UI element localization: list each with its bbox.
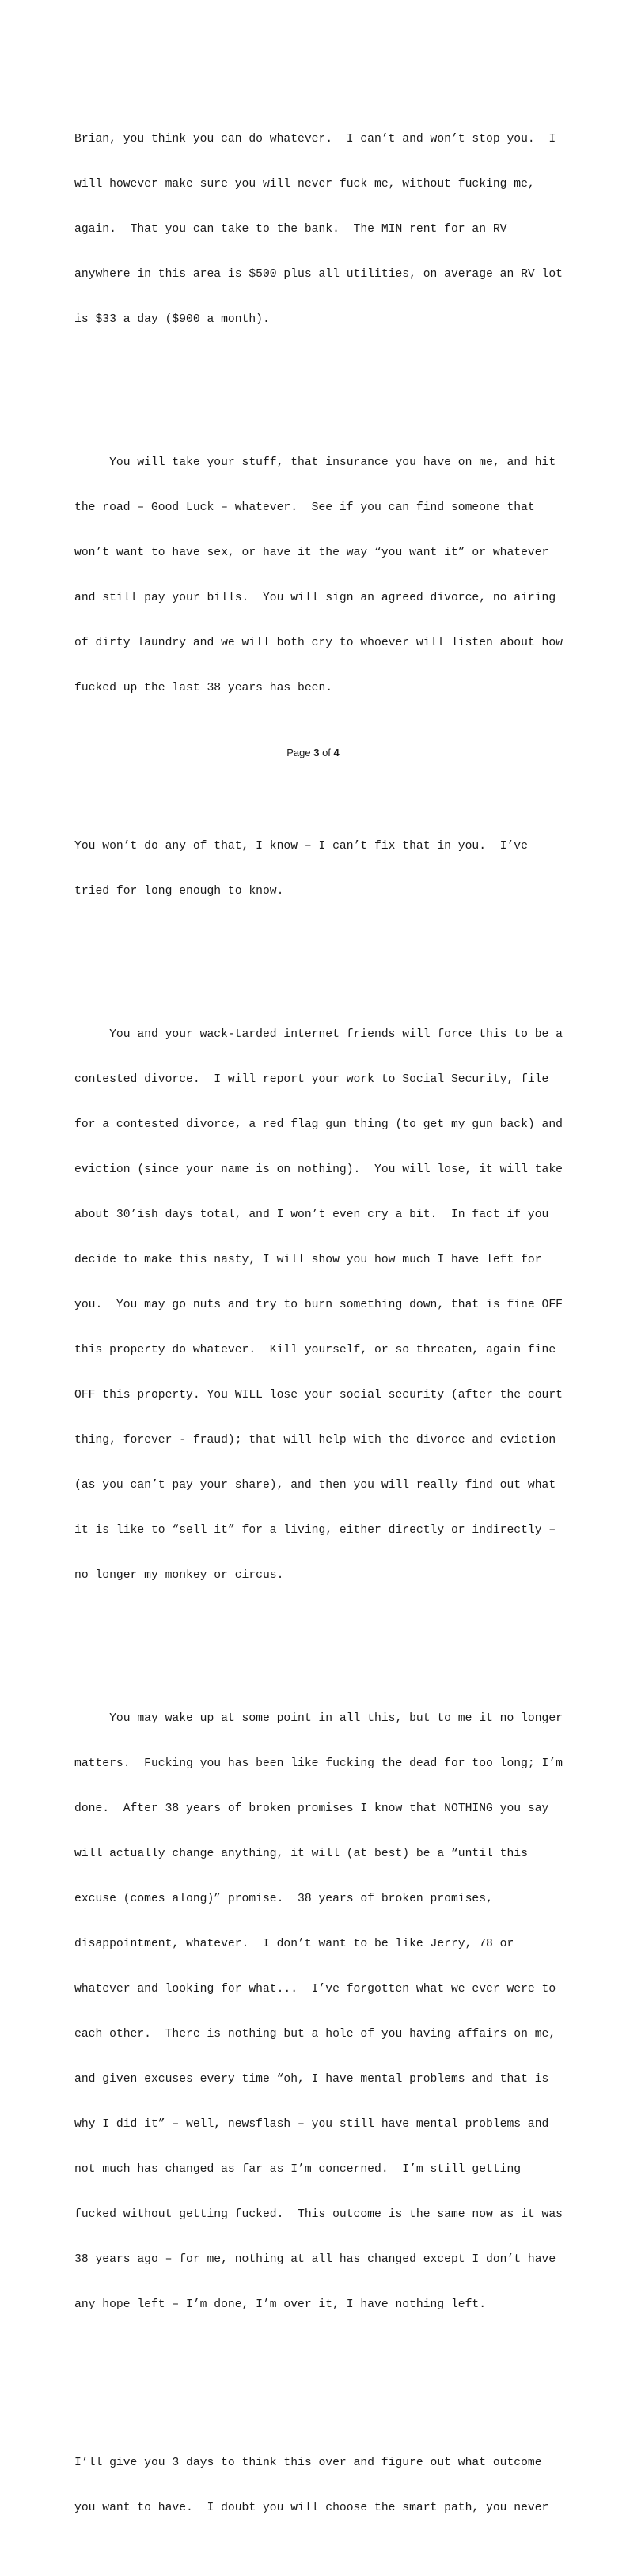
paragraph-2 <box>74 426 561 726</box>
text-line: You may wake up at some point in all this, but to me it no longer <box>74 1712 563 1725</box>
text-line: disappointment, whatever. I don’t want to be like Jerry, 78 or <box>74 1938 514 1950</box>
text-line: eviction (since your name is on nothing). You will lose, it will take <box>74 1163 563 1176</box>
text-line: You won’t do any of that, I know – I can’t fix that in you. I’ve <box>74 840 528 853</box>
text-line: done. After 38 years of broken promises I know that NOTHING you say <box>74 1802 549 1815</box>
paragraph-5 <box>74 1681 561 2343</box>
text-line: not much has changed as far as I’m concerned. I’m still getting <box>74 2163 522 2176</box>
text-line: You and your wack-tarded internet friends will force this to be a <box>74 1028 563 1041</box>
text-line: thing, forever - fraud); that will help with the divorce and eviction <box>74 1434 556 1447</box>
text-line: You will take your stuff, that insurance you have on me, and hit <box>74 456 556 469</box>
paragraph-1 <box>74 102 561 357</box>
text-line: decide to make this nasty, I will show you how much I have left for <box>74 1254 542 1266</box>
total-pages-number: 4 <box>333 747 340 758</box>
text-line: excuse (comes along)” promise. 38 years of broken promises, <box>74 1893 493 1905</box>
text-line: and given excuses every time “oh, I have mental problems and that is <box>74 2073 549 2086</box>
text-line: you. You may go nuts and try to burn something down, that is fine OFF <box>74 1299 563 1311</box>
text-line: the road – Good Luck – whatever. See if you can find someone that <box>74 501 535 514</box>
text-line: and still pay your bills. You will sign an agreed divorce, no airing <box>74 592 556 604</box>
text-line: tried for long enough to know. <box>74 885 284 898</box>
text-line: fucked without getting fucked. This outcome is the same now as it was <box>74 2208 563 2221</box>
paragraph-spacer <box>74 756 561 779</box>
text-line: each other. There is nothing but a hole of you having affairs on me, <box>74 2028 556 2041</box>
text-line: 38 years ago – for me, nothing at all has changed except I don’t have <box>74 2253 556 2266</box>
paragraph-3 <box>74 809 561 929</box>
text-line: any hope left – I’m done, I’m over it, I have nothing left. <box>74 2298 487 2311</box>
text-line: about 30’ish days total, and I won’t even cry a bit. In fact if you <box>74 1209 549 1221</box>
body-text <box>74 72 561 2576</box>
page-number-footer <box>0 747 626 758</box>
text-line: why I did it” – well, newsflash – you still have mental problems and <box>74 2118 549 2131</box>
text-line: it is like to “sell it” for a living, either directly or indirectly – <box>74 1524 556 1537</box>
text-line: (as you can’t pay your share), and then you will really find out what <box>74 1479 556 1492</box>
text-line: OFF this property. You WILL lose your social security (after the court <box>74 1389 563 1401</box>
text-line: this property do whatever. Kill yourself, or so threaten, again fine <box>74 1344 556 1356</box>
paragraph-spacer <box>74 388 561 395</box>
paragraph-spacer <box>74 1644 561 1651</box>
text-line: will actually change anything, it will (at best) be a “until this <box>74 1848 528 1860</box>
text-line: I’ll give you 3 days to think this over and figure out what outcome <box>74 2457 542 2469</box>
of-word: of <box>322 747 331 758</box>
page-word: Page <box>286 747 311 758</box>
text-line: anywhere in this area is $500 plus all utilities, on average an RV lot <box>74 268 563 281</box>
text-line: is $33 a day ($900 a month). <box>74 313 270 326</box>
text-line: contested divorce. I will report your work to Social Security, file <box>74 1073 549 1086</box>
text-line: fucked up the last 38 years has been. <box>74 682 333 694</box>
paragraph-6 <box>74 2426 561 2546</box>
paragraph-spacer <box>74 959 561 967</box>
text-line: will however make sure you will never fuck me, without fucking me, <box>74 178 535 191</box>
text-line: of dirty laundry and we will both cry to whoever will listen about how <box>74 637 563 649</box>
current-page-number: 3 <box>313 747 320 758</box>
text-line: again. That you can take to the bank. The MIN rent for an RV <box>74 223 507 236</box>
text-line: matters. Fucking you has been like fucking the dead for too long; I’m <box>74 1757 563 1770</box>
text-line: won’t want to have sex, or have it the way “you want it” or whatever <box>74 547 549 559</box>
text-line: Brian, you think you can do whatever. I can’t and won’t stop you. I <box>74 133 556 146</box>
text-line: for a contested divorce, a red flag gun thing (to get my gun back) and <box>74 1118 563 1131</box>
paragraph-4 <box>74 997 561 1613</box>
text-line: whatever and looking for what... I’ve forgotten what we ever were to <box>74 1983 556 1995</box>
paragraph-spacer <box>74 2373 561 2396</box>
text-line: you want to have. I doubt you will choose the smart path, you never <box>74 2502 549 2514</box>
text-line: no longer my monkey or circus. <box>74 1569 284 1582</box>
